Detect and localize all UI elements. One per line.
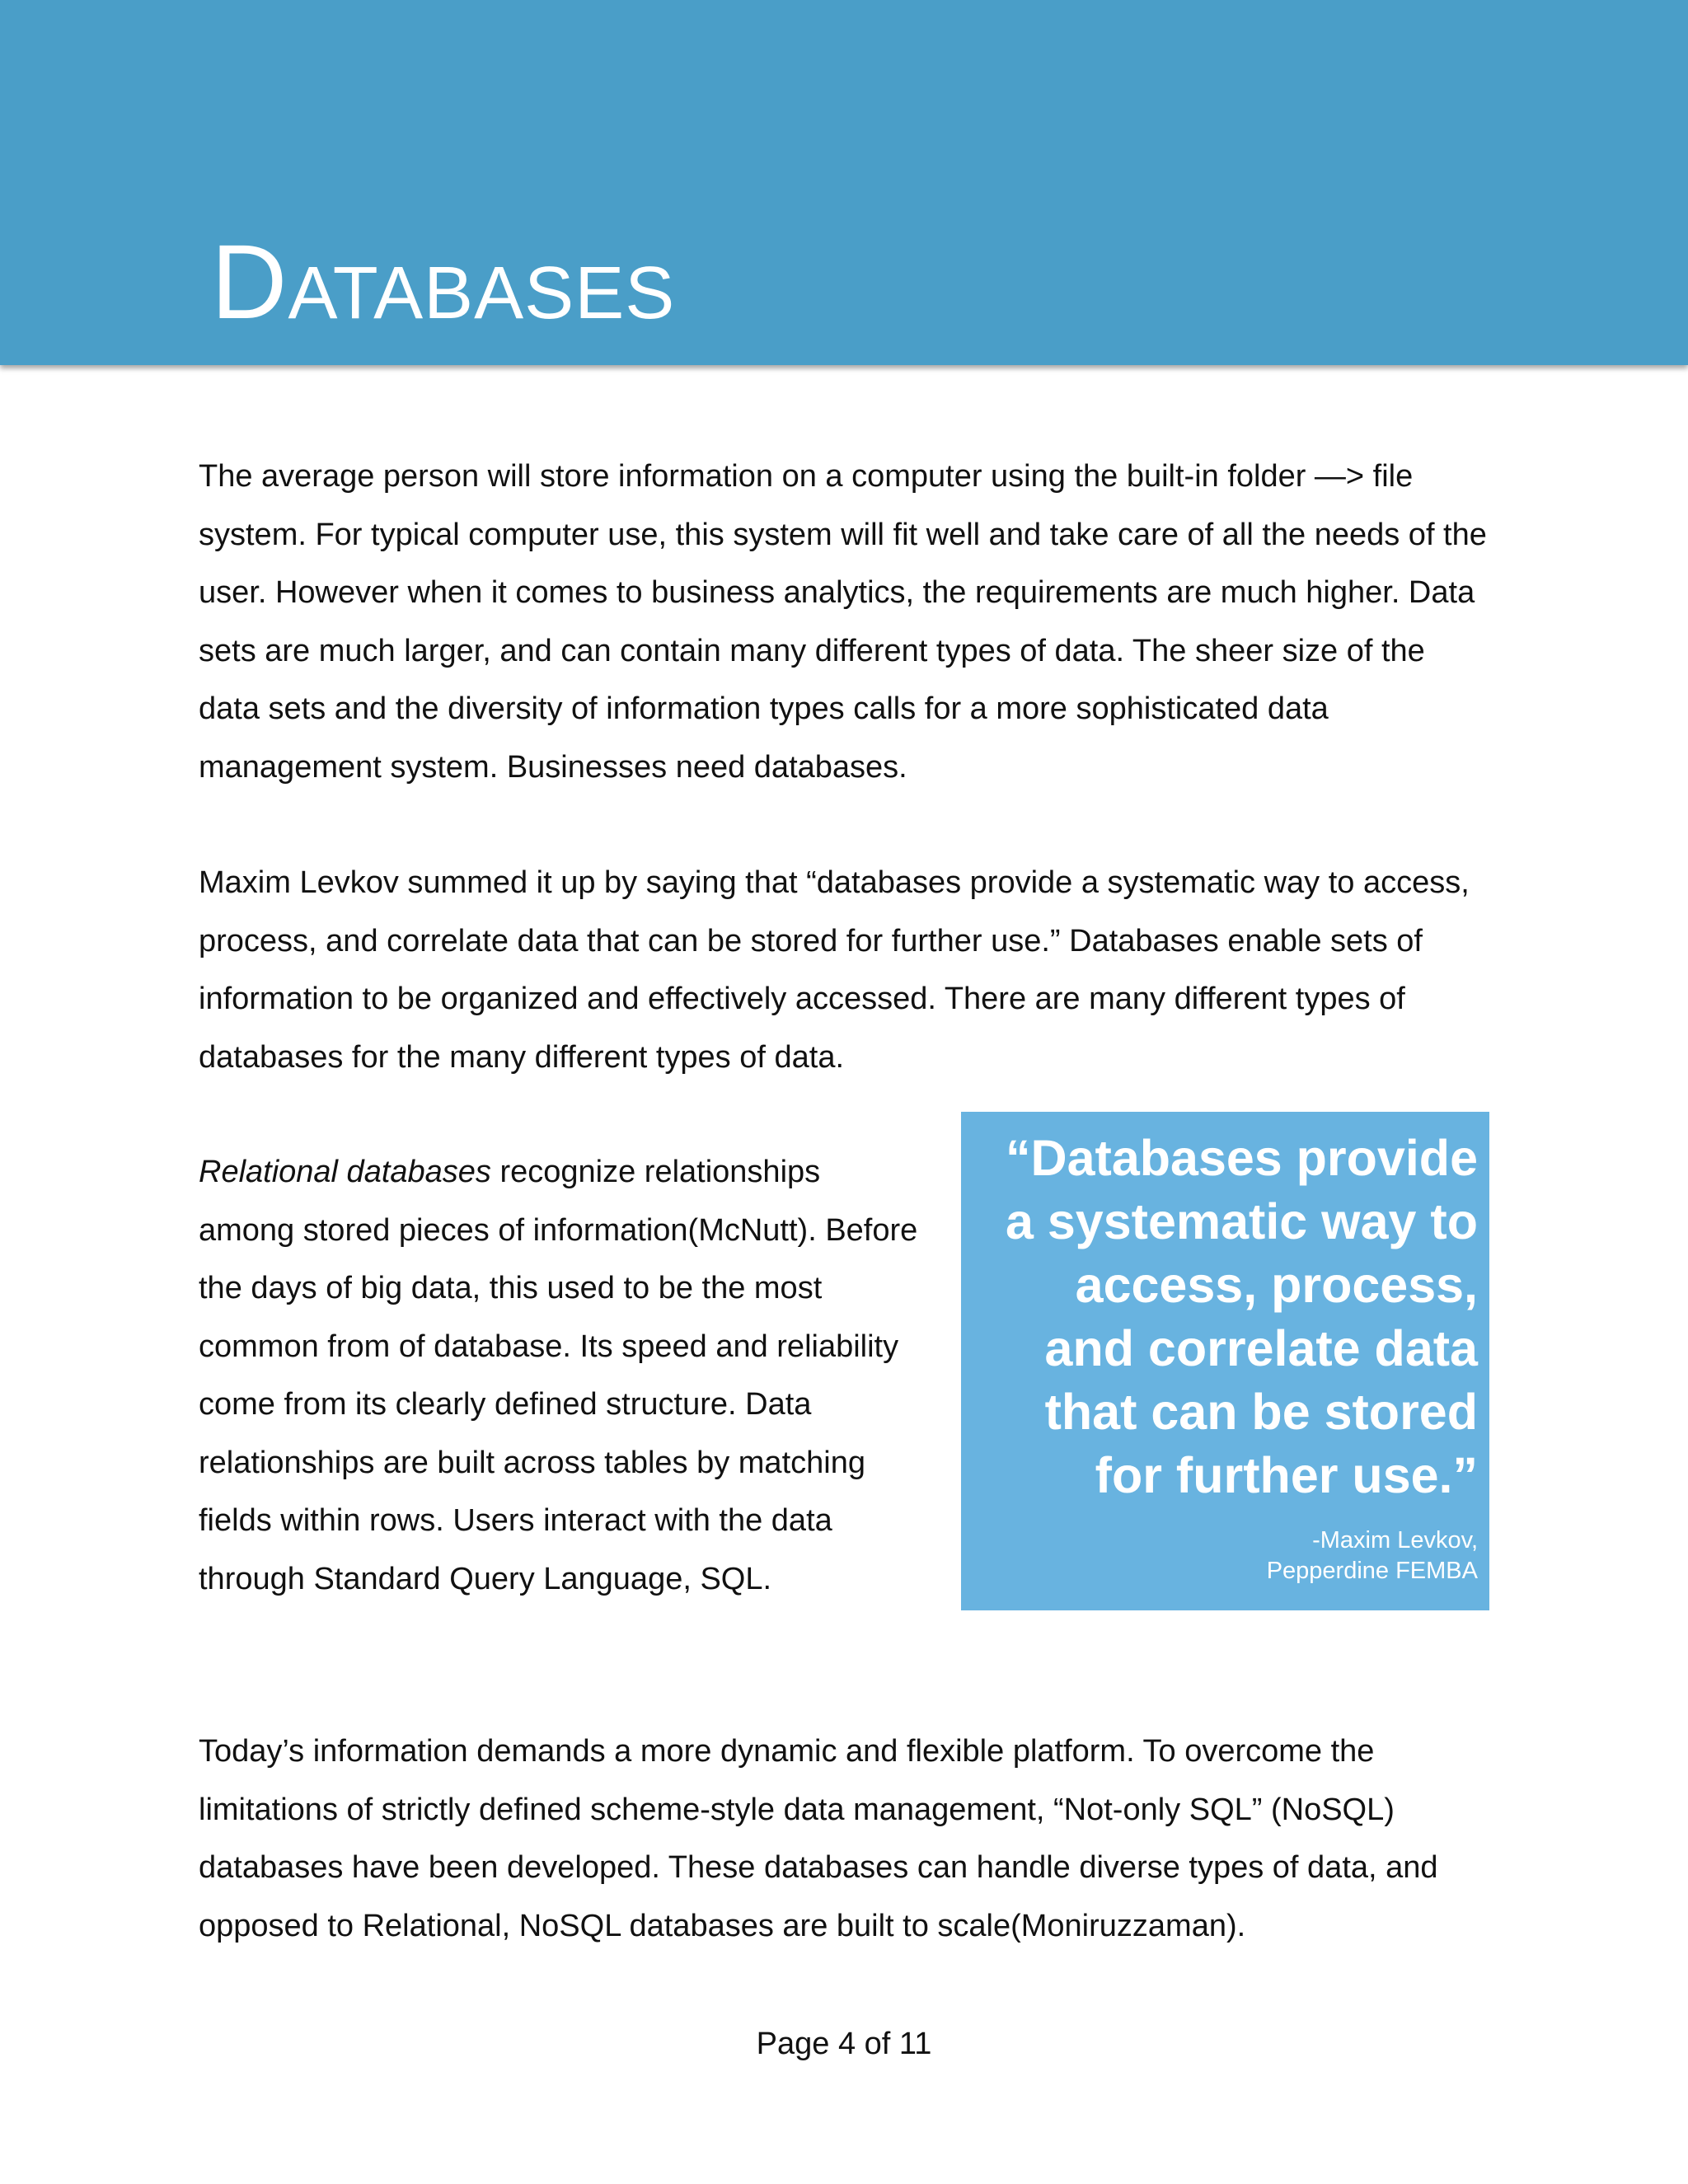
definition-paragraph: Maxim Levkov summed it up by saying that “databases provide a systematic way to access, process, and correlate data that can be stored for further use.” Databases enable sets of information to be organized and effectively accessed. There are many different types of databases for the many different types of data. (199, 865, 1470, 1075)
intro-paragraph: The average person will store information on a computer using the built-in folder —> file system. For typical computer use, this system will fit well and take care of all the needs of the user. However when it comes to business analytics, the requirements are much higher. Data sets are much larger, and can contain many different types of data. The sheer size of the data sets and the diversity of information types calls for a more sophisticated data management system. Businesses need databases. (199, 459, 1487, 785)
relational-text: recognize relationships among stored pieces of information(McNutt). Before the days of big data, this used to be the most common from of database. Its speed and reliability come from its clearly defined structure. Data relationships are built across tables by matching fields within rows. Users interact with the data through Standard Query Language, SQL. (199, 1155, 918, 1596)
page-title: Databases (211, 223, 676, 341)
relational-term: Relational databases (199, 1155, 491, 1189)
pull-quote (961, 1112, 1489, 1610)
nosql-paragraph: Today’s information demands a more dynamic and flexible platform. To overcome the limitations of strictly defined scheme-style data management, “Not-only SQL” (NoSQL) databases have been developed. These databases can handle diverse types of data, and opposed to Relational, NoSQL databases are built to scale(Moniruzzaman). (199, 1734, 1438, 1943)
page-number: Page 4 of 11 (756, 2027, 932, 2061)
header-band (0, 0, 1688, 365)
attribution-affiliation: Pepperdine FEMBA (1266, 1558, 1478, 1584)
pull-quote-attribution (978, 1526, 1478, 1586)
attribution-name: -Maxim Levkov, (1312, 1527, 1478, 1554)
relational-paragraph (199, 1143, 920, 1608)
pull-quote-text: “Databases provide a systematic way to access, process, and correlate data that can be stored for further use.” (1005, 1130, 1478, 1503)
